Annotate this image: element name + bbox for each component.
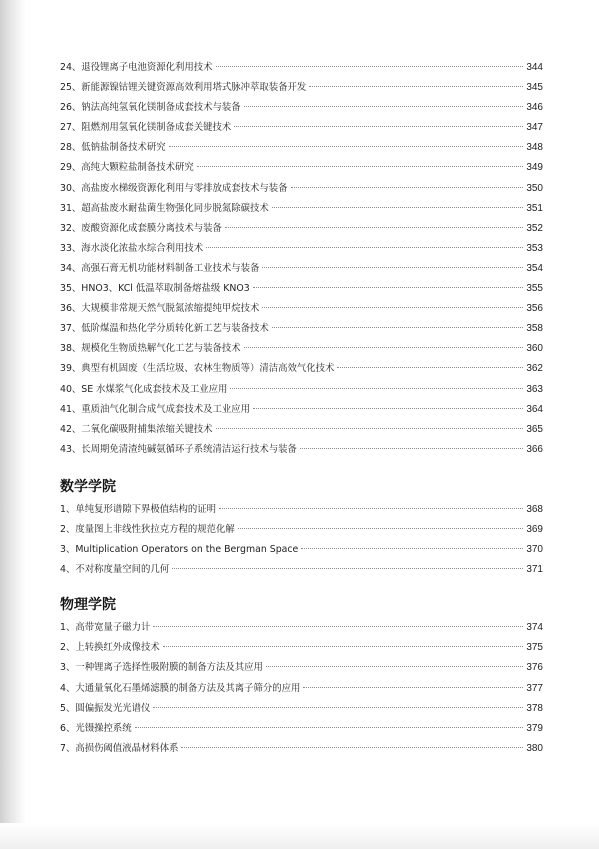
toc-leader-dots	[309, 86, 523, 87]
toc-entry[interactable]	[60, 158, 543, 178]
toc-entry[interactable]	[60, 420, 543, 440]
section-heading: 物理学院	[60, 597, 116, 614]
toc-entry-title: 2、度量图上非线性狄拉克方程的规范化解	[60, 523, 235, 535]
section-spacer	[60, 580, 543, 592]
toc-entry-page: 369	[526, 523, 543, 535]
toc-entry-page: 371	[526, 564, 543, 576]
toc-leader-dots	[219, 508, 523, 509]
toc-entry-page: 379	[526, 722, 543, 734]
toc-entry-title: 4、大通量氧化石墨烯滤膜的制备方法及其离子筛分的应用	[60, 682, 301, 694]
toc-entry-title: 36、大规模非常规天然气脱氮浓缩提纯甲烷技术	[60, 303, 260, 315]
toc-entry[interactable]	[60, 199, 543, 219]
toc-leader-dots	[172, 568, 523, 569]
toc-entry[interactable]	[60, 400, 543, 420]
toc-leader-dots	[262, 307, 523, 308]
toc-entry-page: 352	[526, 222, 543, 234]
toc-entry-title: 40、SE 水煤浆气化成套技术及工业应用	[60, 383, 228, 395]
toc-entry-page: 346	[526, 102, 543, 114]
toc-entry-title: 2、上转换红外成像技术	[60, 642, 160, 654]
toc-entry[interactable]	[60, 638, 543, 658]
toc-leader-dots	[244, 106, 524, 107]
toc-entry-title: 5、圆偏振发光光谱仪	[60, 702, 151, 714]
toc-leader-dots	[216, 428, 524, 429]
toc-leader-dots	[337, 367, 523, 368]
toc-entry[interactable]	[60, 219, 543, 239]
toc-entry-page: 375	[526, 642, 543, 654]
toc-leader-dots	[216, 66, 524, 67]
toc-entry-page: 362	[526, 363, 543, 375]
toc-entry-title: 28、低钠盐制备技术研究	[60, 142, 166, 154]
toc-entry-page: 377	[526, 682, 543, 694]
toc-leader-dots	[238, 528, 524, 529]
section-spacer	[60, 460, 543, 474]
toc-leader-dots	[153, 626, 523, 627]
toc-leader-dots	[135, 727, 524, 728]
toc-entry-title: 6、光镊操控系统	[60, 722, 132, 734]
toc-entry[interactable]	[60, 540, 543, 560]
toc-entry-title: 26、钠法高纯氢氧化镁制备成套技术与装备	[60, 102, 241, 114]
toc-entry-page: 353	[526, 242, 543, 254]
toc-entry-page: 347	[526, 122, 543, 134]
toc-section-math	[60, 474, 543, 580]
toc-entry-title: 30、高盐废水梯级资源化利用与零排放成套技术与装备	[60, 182, 288, 194]
toc-entry-page: 349	[526, 162, 543, 174]
toc-entry[interactable]	[60, 319, 543, 339]
toc-leader-dots	[301, 548, 523, 549]
toc-leader-dots	[272, 327, 524, 328]
toc-entry-title: 3、一种锂离子选择性吸附膜的制备方法及其应用	[60, 662, 263, 674]
toc-leader-dots	[291, 187, 524, 188]
table-of-contents	[60, 58, 543, 759]
toc-entry-title: 35、HNO3、KCl 低温萃取制备熔盐级 KNO3	[60, 283, 250, 295]
toc-entry-page: 364	[526, 403, 543, 415]
toc-entry[interactable]	[60, 359, 543, 379]
toc-section-physics	[60, 592, 543, 759]
toc-entry[interactable]	[60, 719, 543, 739]
toc-leader-dots	[169, 146, 524, 147]
toc-entry[interactable]	[60, 118, 543, 138]
toc-entry-page: 366	[526, 443, 543, 455]
toc-entry-page: 354	[526, 262, 543, 274]
toc-entry-page: 344	[526, 62, 543, 73]
toc-entry-title: 43、长周期免清渣纯碱氨循环子系统清洁运行技术与装备	[60, 443, 297, 455]
toc-entry-title: 42、二氧化碳吸附捕集浓缩关键技术	[60, 423, 213, 435]
toc-entry[interactable]	[60, 380, 543, 400]
toc-entry-title: 27、阻燃剂用氢氧化镁制备成套关键技术	[60, 122, 232, 134]
toc-entry[interactable]	[60, 739, 543, 759]
toc-entry-page: 378	[526, 702, 543, 714]
toc-leader-dots	[253, 287, 524, 288]
toc-leader-dots	[230, 388, 523, 389]
toc-entry-page: 360	[526, 343, 543, 355]
toc-entry-title: 41、重质油气化制合成气成套技术及工业应用	[60, 403, 251, 415]
toc-entry-title: 39、典型有机固废（生活垃圾、农林生物质等）清洁高效气化技术	[60, 363, 335, 375]
toc-section-continued	[60, 58, 543, 460]
toc-entry-title: 32、废酸资源化成套膜分离技术与装备	[60, 222, 222, 234]
toc-entry[interactable]	[60, 440, 543, 460]
toc-entry-title: 1、高带宽量子磁力计	[60, 622, 151, 634]
toc-entry[interactable]	[60, 58, 543, 78]
toc-entry-page: 355	[526, 283, 543, 295]
toc-entry-page: 380	[526, 742, 543, 754]
toc-entry-page: 365	[526, 423, 543, 435]
toc-leader-dots	[303, 687, 523, 688]
toc-entry-title: 24、退役锂离子电池资源化利用技术	[60, 62, 213, 73]
toc-entry-page: 374	[526, 622, 543, 634]
toc-entry-page: 348	[526, 142, 543, 154]
toc-entry[interactable]	[60, 560, 543, 580]
toc-entry-title: 29、高纯大颗粒盐制备技术研究	[60, 162, 194, 174]
toc-entry-title: 34、高强石膏无机功能材料制备工业技术与装备	[60, 262, 260, 274]
page-edge-shadow	[0, 0, 26, 849]
toc-entry[interactable]	[60, 279, 543, 299]
toc-entry-page: 350	[526, 182, 543, 194]
toc-entry[interactable]	[60, 520, 543, 540]
toc-entry-page: 351	[526, 202, 543, 214]
toc-leader-dots	[266, 666, 523, 667]
toc-entry[interactable]	[60, 259, 543, 279]
toc-leader-dots	[163, 646, 524, 647]
toc-entry-title: 33、海水淡化浓盐水综合利用技术	[60, 242, 204, 254]
toc-entry[interactable]	[60, 98, 543, 118]
toc-entry-page: 370	[526, 544, 543, 556]
toc-leader-dots	[244, 347, 524, 348]
toc-entry[interactable]	[60, 500, 543, 520]
toc-leader-dots	[272, 207, 524, 208]
toc-entry[interactable]	[60, 679, 543, 699]
toc-entry[interactable]	[60, 339, 543, 359]
toc-entry-page: 363	[526, 383, 543, 395]
toc-entry[interactable]	[60, 179, 543, 199]
toc-entry-title: 25、新能源镍钴锂关键资源高效利用塔式脉冲萃取装备开发	[60, 82, 307, 94]
toc-entry-page: 368	[526, 503, 543, 515]
toc-entry-title: 31、超高盐废水耐盐菌生物强化同步脱氮除碳技术	[60, 202, 269, 214]
toc-entry[interactable]	[60, 239, 543, 259]
toc-entry-title: 37、低阶煤温和热化学分质转化新工艺与装备技术	[60, 323, 269, 335]
toc-leader-dots	[253, 408, 523, 409]
toc-leader-dots	[225, 227, 523, 228]
toc-leader-dots	[262, 267, 523, 268]
toc-entry-page: 356	[526, 303, 543, 315]
toc-entry[interactable]	[60, 299, 543, 319]
toc-entry[interactable]	[60, 699, 543, 719]
toc-entry[interactable]	[60, 658, 543, 678]
toc-leader-dots	[153, 707, 523, 708]
toc-entry-title: 4、不对称度量空间的几何	[60, 564, 170, 576]
toc-leader-dots	[197, 166, 524, 167]
toc-leader-dots	[181, 747, 523, 748]
toc-entry-page: 345	[526, 82, 543, 94]
toc-entry[interactable]	[60, 78, 543, 98]
toc-entry-title: 38、规模化生物质热解气化工艺与装备技术	[60, 343, 241, 355]
section-heading: 数学学院	[60, 478, 116, 495]
toc-entry-page: 358	[526, 323, 543, 335]
toc-entry-page: 376	[526, 662, 543, 674]
toc-entry[interactable]	[60, 618, 543, 638]
toc-entry-title: 7、高损伤阈值液晶材料体系	[60, 742, 179, 754]
toc-entry-title: 1、单纯复形谱隙下界极值结构的证明	[60, 503, 216, 515]
toc-entry-title: 3、Multiplication Operators on the Bergman Space	[60, 544, 299, 556]
page-bottom-shadow	[0, 823, 599, 849]
toc-leader-dots	[300, 448, 523, 449]
toc-leader-dots	[206, 247, 523, 248]
toc-leader-dots	[234, 126, 523, 127]
toc-entry[interactable]	[60, 138, 543, 158]
